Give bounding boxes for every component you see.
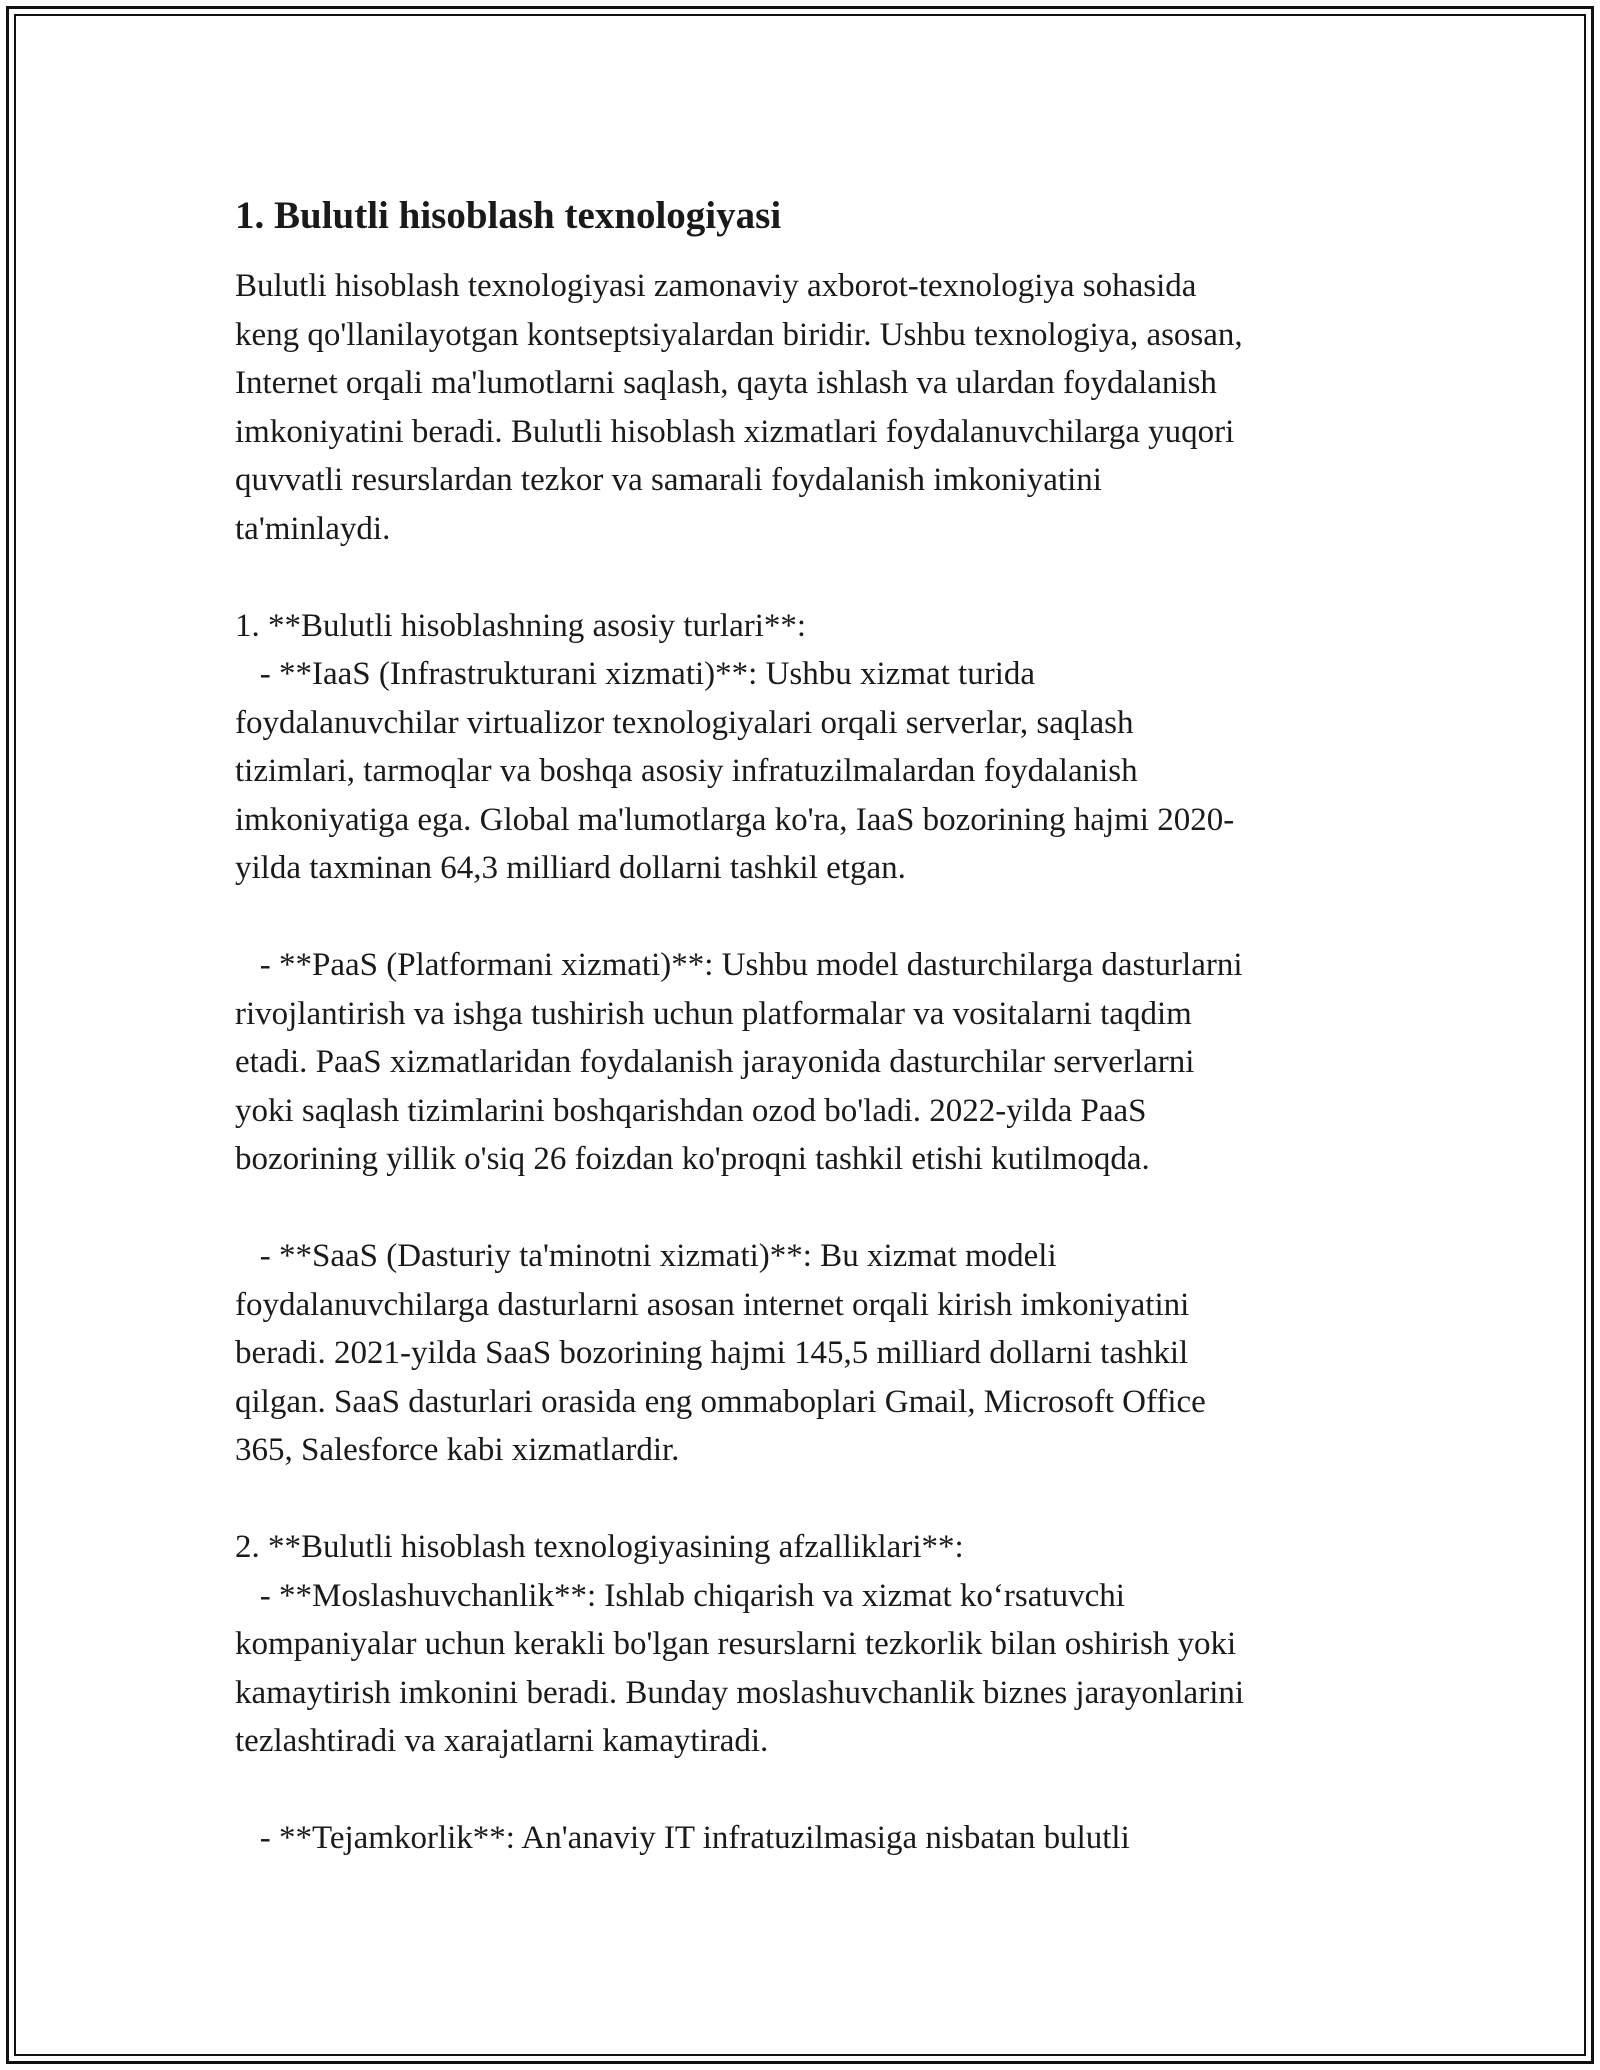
- document-heading: 1. Bulutli hisoblash texnologiyasi: [235, 194, 782, 237]
- document-page: [235, 188, 1375, 1863]
- document-body: Bulutli hisoblash texnologiyasi zamonaviy axborot-texnologiya sohasida keng qo'llanilayotgan kontseptsiyalardan biridir. Ushbu texnologiya, asosan, Internet orqali ma'lumotlarni saqlash, qayta ishlash va ulardan foydalanish imkoniyatini beradi. Bulutli hisoblash xizmatlari foydalanuvchilarga yuqori quvvatli resurslardan tezkor va samarali foydalanish imkoniyatini ta'minlaydi. 1. **Bulutli hisoblashning asosiy turlari**: - **IaaS (Infrastrukturani xizmati)**: Ushbu xizmat turida foydalanuvchilar virtualizor texnologiyalari orqali serverlar, saqlash tizimlari, tarmoqlar va boshqa asosiy infratuzilmalardan foydalanish imkoniyatiga ega. Global ma'lumotlarga ko'ra, IaaS bozorining hajmi 2020- yilda taxminan 64,3 milliard dollarni tashkil etgan. - **PaaS (Platformani xizmati)**: Ushbu model dasturchilarga dasturlarni rivojlantirish va ishga tushirish uchun platformalar va vositalarni taqdim etadi. PaaS xizmatlaridan foydalanish jarayonida dasturchilar serverlarni yoki saqlash tizimlarini boshqarishdan ozod bo'ladi. 2022-yilda PaaS bozorining yillik o'siq 26 foizdan ko'proqni tashkil etishi kutilmoqda. - **SaaS (Dasturiy ta'minotni xizmati)**: Bu xizmat modeli foydalanuvchilarga dasturlarni asosan internet orqali kirish imkoniyatini beradi. 2021-yilda SaaS bozorining hajmi 145,5 milliard dollarni tashkil qilgan. SaaS dasturlari orasida eng ommaboplari Gmail, Microsoft Office 365, Salesforce kabi xizmatlardir. 2. **Bulutli hisoblash texnologiyasining afzalliklari**: - **Moslashuvchanlik**: Ishlab chiqarish va xizmat ko‘rsatuvchi kompaniyalar uchun kerakli bo'lgan resurslarni tezkorlik bilan oshirish yoki kamaytirish imkonini beradi. Bunday moslashuvchanlik biznes jarayonlarini tezlashtiradi va xarajatlarni kamaytiradi. - **Tejamkorlik**: An'anaviy IT infratuzilmasiga nisbatan bulutli: [235, 268, 1245, 1856]
